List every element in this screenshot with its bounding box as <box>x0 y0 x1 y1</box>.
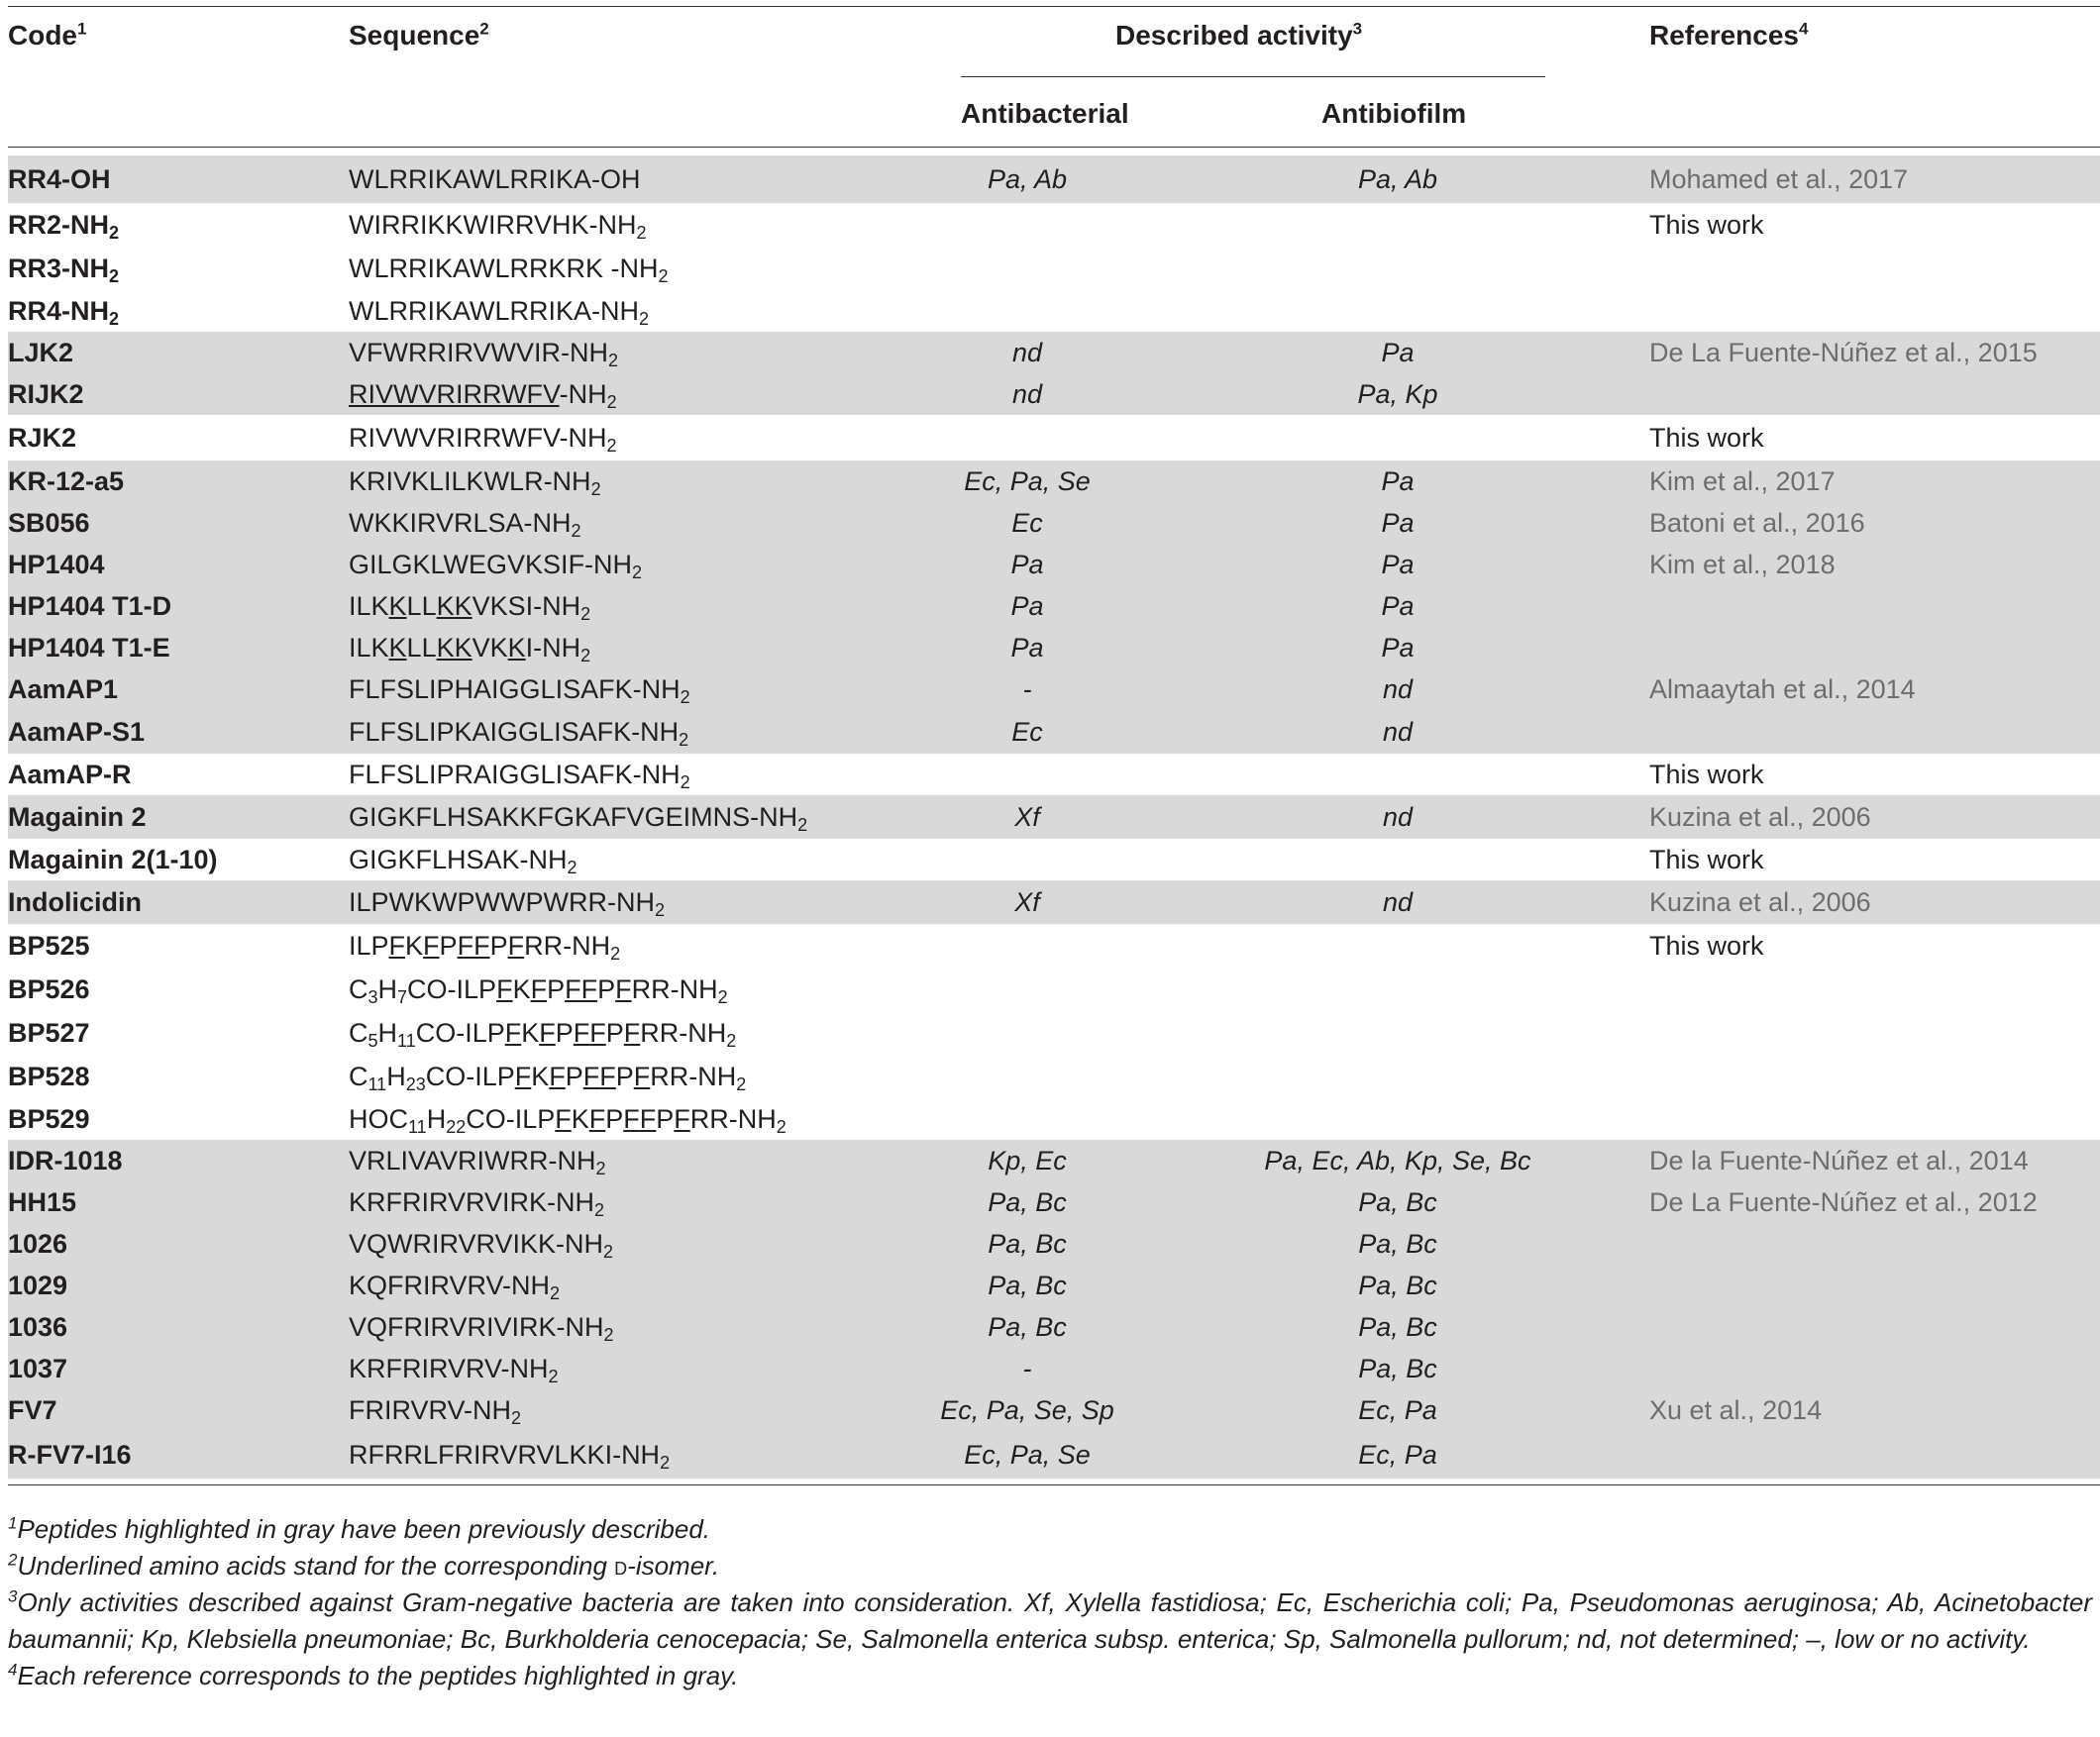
reference: This work <box>1649 931 1764 961</box>
table-footnotes <box>8 1511 2092 1694</box>
peptide-sequence: WKKIRVRLSA-$NH_2$ <box>349 508 581 541</box>
peptide-sequence: $C_{11}H_{23}CO-ILPFKFPFFPFRR-NH_2$ <box>349 1062 747 1094</box>
footnote-text: Each reference corresponds to the peptides highlighted in gray. <box>17 1661 739 1690</box>
table-row <box>8 1306 2100 1348</box>
peptide-sequence: $C_3H_7CO-ILPFKFPFFPFRR-NH_2$ <box>349 974 728 1007</box>
antibiofilm-activity: Pa <box>1381 550 1415 579</box>
antibacterial-activity: Xf <box>1014 802 1040 832</box>
footnote-text: Peptides highlighted in gray have been previously described. <box>17 1514 711 1544</box>
antibiofilm-activity: Pa, Kp <box>1357 379 1438 409</box>
antibacterial-activity: Pa <box>1010 591 1044 621</box>
table-row <box>8 332 2100 373</box>
table-row <box>8 839 2100 880</box>
peptide-sequence: FLFSLIPRAIGGLISAFK-$NH_2$ <box>349 760 690 792</box>
footnote-number: 3 <box>8 1586 18 1606</box>
table-row <box>8 247 2100 290</box>
antibacterial-activity: - <box>1022 1354 1032 1383</box>
reference: De la Fuente-Núñez et al., 2014 <box>1649 1146 2029 1175</box>
reference: Batoni et al., 2016 <box>1649 508 1865 538</box>
antibacterial-activity: Ec, Pa, Se <box>964 466 1091 496</box>
reference: De La Fuente-Núñez et al., 2012 <box>1649 1187 2038 1217</box>
table-row <box>8 1265 2100 1306</box>
reference: De La Fuente-Núñez et al., 2015 <box>1649 338 2038 367</box>
peptide-code: LJK2 <box>8 338 74 367</box>
table-row <box>8 1011 2100 1055</box>
peptide-code: BP529 <box>8 1104 90 1134</box>
table-row <box>8 924 2100 968</box>
peptide-code: KR-12-a5 <box>8 466 125 496</box>
antibiofilm-activity: Pa <box>1381 591 1415 621</box>
peptide-code: AamAP-S1 <box>8 717 146 747</box>
reference: Xu et al., 2014 <box>1649 1395 1823 1425</box>
reference: Mohamed et al., 2017 <box>1649 164 1909 194</box>
header-code-label: Code <box>8 20 77 51</box>
peptide-sequence: FRIRVRV-$NH_2$ <box>349 1395 522 1428</box>
footnote-text: Only activities described against Gram-negative bacteria are taken into consideration. Xf, Xylella fastidiosa; Ec, Escherichia coli; Pa, Pseudomonas aeruginosa; Ab, Acinetobacter baumannii; Kp, Klebsiella pneumoniae; Bc, Burkholderia cenocepacia; Se, Salmonella enterica subsp. enterica; Sp, Salmonella pullorum; nd, not determined; –, low or no activity. <box>8 1587 2092 1654</box>
table-row <box>8 415 2100 460</box>
antibiofilm-activity: Ec, Pa <box>1358 1440 1437 1470</box>
antibiofilm-activity: Pa, Ec, Ab, Kp, Se, Bc <box>1264 1146 1531 1175</box>
peptide-sequence: GIGKFLHSAK-$NH_2$ <box>349 845 578 877</box>
table-row <box>8 1140 2100 1181</box>
antibacterial-activity: Ec <box>1011 717 1043 747</box>
header-sequence-label: Sequence <box>349 20 480 51</box>
antibacterial-activity: Kp, Ec <box>988 1146 1067 1175</box>
antibiofilm-activity: Pa, Bc <box>1358 1187 1437 1217</box>
header-references <box>1649 20 1808 51</box>
header-code-sup: 1 <box>77 19 87 39</box>
peptide-sequence: VQFRIRVRIVIRK-$NH_2$ <box>349 1312 614 1345</box>
peptide-code: $RR2-NH_2$ <box>8 210 120 243</box>
peptide-sequence: KQFRIRVRV-$NH_2$ <box>349 1271 561 1303</box>
reference: This work <box>1649 423 1764 453</box>
peptide-code: BP525 <box>8 931 90 961</box>
peptide-code: 1037 <box>8 1354 68 1383</box>
table-row <box>8 668 2100 710</box>
peptide-code: R-FV7-I16 <box>8 1440 132 1470</box>
table-row <box>8 795 2100 839</box>
antibacterial-activity: nd <box>1011 338 1043 367</box>
peptide-sequence: WLRRIKAWLRRIKA-$NH_2$ <box>349 296 650 329</box>
table-row <box>8 880 2100 924</box>
header-references-sup: 4 <box>1798 19 1809 39</box>
header-bottom-rule <box>8 147 2100 148</box>
header-sequence <box>349 20 489 51</box>
antibiofilm-activity: nd <box>1382 802 1414 832</box>
antibiofilm-activity: Pa, Bc <box>1358 1312 1437 1342</box>
antibiofilm-activity: Pa <box>1381 338 1415 367</box>
peptide-code: Indolicidin <box>8 887 142 917</box>
header-references-label: References <box>1649 20 1799 51</box>
peptide-sequence: FLFSLIPKAIGGLISAFK-$NH_2$ <box>349 717 689 750</box>
table-row <box>8 1389 2100 1431</box>
antibiofilm-activity: nd <box>1382 887 1414 917</box>
peptide-sequence: VFWRRIRVWVIR-$NH_2$ <box>349 338 618 370</box>
peptide-sequence: FLFSLIPHAIGGLISAFK-$NH_2$ <box>349 674 690 707</box>
peptide-code: HP1404 T1-D <box>8 591 172 621</box>
peptide-code: 1029 <box>8 1271 68 1300</box>
peptide-code: HP1404 <box>8 550 105 579</box>
antibiofilm-activity: Pa, Ab <box>1357 164 1438 194</box>
header-antibiofilm: Antibiofilm <box>1321 98 1467 129</box>
peptide-code: SB056 <box>8 508 90 538</box>
header-sequence-sup: 2 <box>479 19 489 39</box>
antibiofilm-activity: Pa, Bc <box>1358 1229 1437 1259</box>
table-row <box>8 1348 2100 1389</box>
peptide-sequence: KRIVKLILKWLR-$NH_2$ <box>349 466 601 499</box>
reference: Kim et al., 2017 <box>1649 466 1836 496</box>
table-top-rule <box>8 6 2100 7</box>
reference: Kim et al., 2018 <box>1649 550 1836 579</box>
antibacterial-activity: nd <box>1011 379 1043 409</box>
antibacterial-activity: Pa, Bc <box>988 1187 1067 1217</box>
header-activity-sup: 3 <box>1352 19 1363 39</box>
peptide-sequence: KRFRIRVRVIRK-$NH_2$ <box>349 1187 605 1220</box>
footnote-text: Underlined amino acids stand for the corresponding d-isomer. <box>17 1551 720 1581</box>
antibacterial-activity: Pa, Bc <box>988 1312 1067 1342</box>
peptide-code: AamAP-R <box>8 760 132 789</box>
peptide-code: $RR4-NH_2$ <box>8 296 120 329</box>
table-row <box>8 155 2100 203</box>
peptide-sequence: ILKKLLKKVKSI-$NH_2$ <box>349 591 591 624</box>
reference: This work <box>1649 845 1764 874</box>
peptide-sequence: GIGKFLHSAKKFGKAFVGEIMNS-$NH_2$ <box>349 802 808 835</box>
peptide-code: $RR3-NH_2$ <box>8 254 120 286</box>
footnote-number: 2 <box>8 1550 18 1570</box>
peptide-code: BP528 <box>8 1062 90 1091</box>
peptide-sequence: ILPFKFPFFPFRR-$NH_2$ <box>349 931 621 964</box>
antibiofilm-activity: Pa, Bc <box>1358 1354 1437 1383</box>
peptide-sequence: $C_5H_{11}CO-ILPFKFPFFPFRR-NH_2$ <box>349 1018 737 1051</box>
peptide-code: AamAP1 <box>8 674 119 704</box>
footnote-4 <box>8 1658 2092 1694</box>
reference: Almaaytah et al., 2014 <box>1649 674 1916 704</box>
peptide-sequence: WLRRIKAWLRRKRK $-NH_2$ <box>349 254 669 286</box>
peptide-sequence: ILKKLLKKVKKI-$NH_2$ <box>349 633 591 665</box>
peptide-sequence: WLRRIKAWLRRIKA-OH <box>349 164 641 194</box>
table-bottom-rule <box>8 1484 2100 1485</box>
peptide-code: BP527 <box>8 1018 90 1048</box>
antibacterial-activity: Pa, Ab <box>987 164 1068 194</box>
activity-span-rule <box>961 76 1545 77</box>
antibacterial-activity: - <box>1022 674 1032 704</box>
peptide-code: RIJK2 <box>8 379 84 409</box>
peptide-sequence: ILPWKWPWWPWRR-$NH_2$ <box>349 887 665 920</box>
antibiofilm-activity: nd <box>1382 674 1414 704</box>
antibacterial-activity: Pa, Bc <box>988 1229 1067 1259</box>
header-activity-label: Described activity <box>1115 20 1353 51</box>
table-row <box>8 290 2100 332</box>
table-row <box>8 1181 2100 1223</box>
reference: Kuzina et al., 2006 <box>1649 887 1871 917</box>
peptide-sequence: RIVWVRIRRWFV-$NH_2$ <box>349 379 617 412</box>
peptide-code: RJK2 <box>8 423 77 453</box>
antibacterial-activity: Ec, Pa, Se <box>964 1440 1091 1470</box>
peptide-sequence: $HOC_{11}H_{22}CO-ILPFKFPFFPFRR-NH_2$ <box>349 1104 787 1137</box>
peptide-code: FV7 <box>8 1395 57 1425</box>
peptide-code: Magainin 2(1-10) <box>8 845 218 874</box>
antibiofilm-activity: nd <box>1382 717 1414 747</box>
table-row <box>8 1431 2100 1479</box>
antibacterial-activity: Xf <box>1014 887 1040 917</box>
table-row <box>8 1055 2100 1098</box>
table-row <box>8 585 2100 627</box>
antibacterial-activity: Ec, Pa, Se, Sp <box>940 1395 1114 1425</box>
table-row <box>8 373 2100 415</box>
table-row <box>8 754 2100 795</box>
footnote-number: 4 <box>8 1660 18 1680</box>
table-row <box>8 1223 2100 1265</box>
peptide-sequence: KRFRIRVRV-$NH_2$ <box>349 1354 559 1386</box>
antibacterial-activity: Ec <box>1011 508 1043 538</box>
footnote-2 <box>8 1548 2092 1584</box>
antibacterial-activity: Pa <box>1010 550 1044 579</box>
header-described-activity <box>1115 20 1362 51</box>
peptide-code: BP526 <box>8 974 90 1004</box>
peptide-code: 1036 <box>8 1312 68 1342</box>
table-row <box>8 1098 2100 1140</box>
peptide-code: RR4-OH <box>8 164 111 194</box>
reference: Kuzina et al., 2006 <box>1649 802 1871 832</box>
peptide-sequence: RIVWVRIRRWFV-$NH_2$ <box>349 423 617 456</box>
antibiofilm-activity: Pa <box>1381 466 1415 496</box>
peptide-sequence: WIRRIKKWIRRVHK-$NH_2$ <box>349 210 647 243</box>
footnote-number: 1 <box>8 1513 18 1533</box>
table-row <box>8 710 2100 754</box>
footnote-3 <box>8 1584 2092 1658</box>
antibiofilm-activity: Ec, Pa <box>1358 1395 1437 1425</box>
antibacterial-activity: Pa <box>1010 633 1044 663</box>
peptide-sequence: VRLIVAVRIWRR-$NH_2$ <box>349 1146 606 1178</box>
table-row <box>8 203 2100 247</box>
peptide-sequence: GILGKLWEGVKSIF-$NH_2$ <box>349 550 643 582</box>
antibiofilm-activity: Pa <box>1381 633 1415 663</box>
peptide-code: HH15 <box>8 1187 77 1217</box>
antibiofilm-activity: Pa <box>1381 508 1415 538</box>
reference: This work <box>1649 760 1764 789</box>
header-antibacterial: Antibacterial <box>961 98 1129 129</box>
footnote-1 <box>8 1511 2092 1548</box>
peptide-sequence: VQWRIRVRVIKK-$NH_2$ <box>349 1229 614 1262</box>
peptide-code: 1026 <box>8 1229 68 1259</box>
table-row <box>8 968 2100 1011</box>
peptide-sequence: RFRRLFRIRVRVLKKI-$NH_2$ <box>349 1440 671 1473</box>
header-code <box>8 20 86 51</box>
antibiofilm-activity: Pa, Bc <box>1358 1271 1437 1300</box>
peptide-code: Magainin 2 <box>8 802 147 832</box>
antibacterial-activity: Pa, Bc <box>988 1271 1067 1300</box>
table-row <box>8 627 2100 668</box>
peptide-code: IDR-1018 <box>8 1146 123 1175</box>
reference: This work <box>1649 210 1764 240</box>
peptide-code: HP1404 T1-E <box>8 633 170 663</box>
table-row <box>8 544 2100 585</box>
table-row <box>8 502 2100 544</box>
table-row <box>8 460 2100 502</box>
